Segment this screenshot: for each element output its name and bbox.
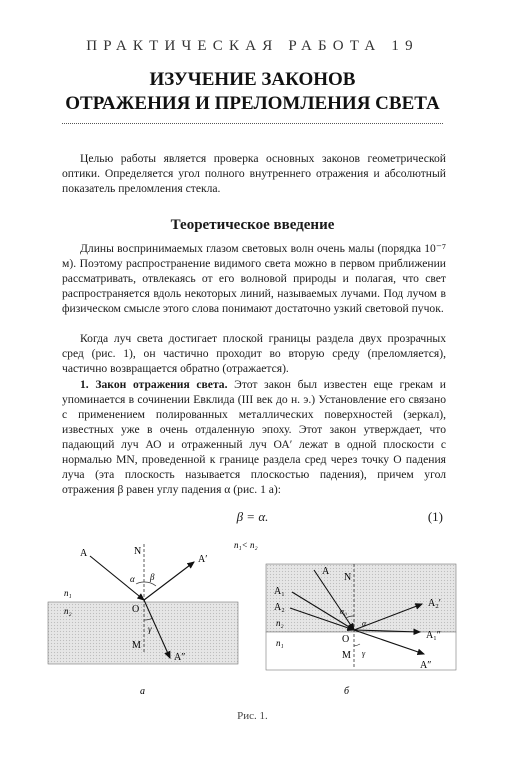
label-alpha0-b: α₀ — [340, 607, 347, 616]
intro-paragraph: Целью работы является проверка основных законов геометрической оптики. Определяется угол полного внутреннего отражения и абсолютный показатель преломления стекла. — [62, 152, 446, 195]
label-M-a: M — [132, 640, 141, 651]
label-A2-b: A₂ — [274, 602, 285, 613]
page-title — [0, 68, 505, 116]
label-N-a: N — [134, 546, 142, 557]
label-A2-a: A″ — [174, 652, 186, 663]
figure-a — [48, 544, 238, 697]
dotted-divider — [62, 123, 443, 124]
formula: β = α. — [236, 509, 269, 524]
label-A-a: A — [80, 548, 88, 559]
paragraph-3 — [62, 377, 446, 497]
label-gamma-b: γ — [362, 649, 366, 658]
equation-number: (1) — [427, 509, 443, 524]
paragraph-1: Длины воспринимаемых глазом световых волн очень малы (порядка 10⁻⁷ м). Поэтому распространение видимого света можно в первом приближении рассматривать, отвлекаясь от его волновой природы и полагая, что свет распространяется вдоль некоторых линий, называемых лучами. Под лучом в физическом смысле этого слова понимают достаточно узкий световой пучок. — [62, 242, 446, 315]
figure-1 — [44, 534, 464, 714]
law-heading: 1. Закон отражения света. — [80, 378, 228, 391]
label-beta-a: β — [150, 572, 155, 582]
label-n2-a: n₂ — [64, 606, 72, 616]
label-O-b: O — [342, 634, 350, 645]
label-alpha-a: α — [130, 574, 135, 584]
figure-caption: Рис. 1. — [237, 710, 268, 722]
paragraph-2: Когда луч света достигает плоской границы раздела двух прозрачных сред (рис. 1), он частично проходит во вторую среду (преломляется), частично возвращается обратно (отражается). — [62, 332, 446, 375]
label-alpha-b: α — [362, 619, 367, 628]
label-A2p-b: A₂′ — [428, 598, 441, 609]
label-A1-b: A₁ — [274, 586, 285, 597]
label-n1-b: n₁ — [276, 638, 284, 648]
label-A-b: A — [322, 566, 330, 577]
label-M-b: M — [342, 650, 351, 661]
section-title: Теоретическое введение — [170, 217, 335, 233]
label-condition-b: n₁< n₂ — [234, 540, 258, 550]
incident-ray-a — [90, 556, 144, 600]
law-text: Этот закон был известен еще грекам и упоминается в сочинении Евклида (III век до н. э.) Установление его связано с применением полированных металлических поверхностей (зеркал), известных уже в очень отдаленную эпоху. Этот закон утверждает, что падающий луч АО и отраженный луч ОА′ лежат в одной плоскости с нормалью MN, проведенной к границе раздела сред через точку О падения луча (эта плоскость называется плоскостью падения), причем угол отражения β равен углу падения α (рис. 1 а): — [62, 378, 446, 496]
label-App-b: A″ — [420, 660, 432, 671]
label-n1-a: n₁ — [64, 588, 72, 598]
running-header: ПРАКТИЧЕСКАЯ РАБОТА 19 — [86, 38, 419, 54]
title-line-1: ИЗУЧЕНИЕ ЗАКОНОВ — [149, 69, 356, 90]
figure-a-label: а — [140, 686, 145, 697]
medium-2-region-a — [48, 602, 238, 664]
label-gamma-a: γ — [148, 624, 152, 634]
label-A1-a: A′ — [198, 554, 208, 565]
label-A1pp-b: A₁″ — [426, 630, 441, 641]
label-N-b: N — [344, 572, 352, 583]
title-line-2: ОТРАЖЕНИЯ И ПРЕЛОМЛЕНИЯ СВЕТА — [65, 93, 440, 114]
label-O-a: O — [132, 604, 140, 615]
figure-b-label: б — [344, 686, 350, 697]
figure-b — [234, 540, 456, 697]
label-n2-b: n₂ — [276, 618, 284, 628]
